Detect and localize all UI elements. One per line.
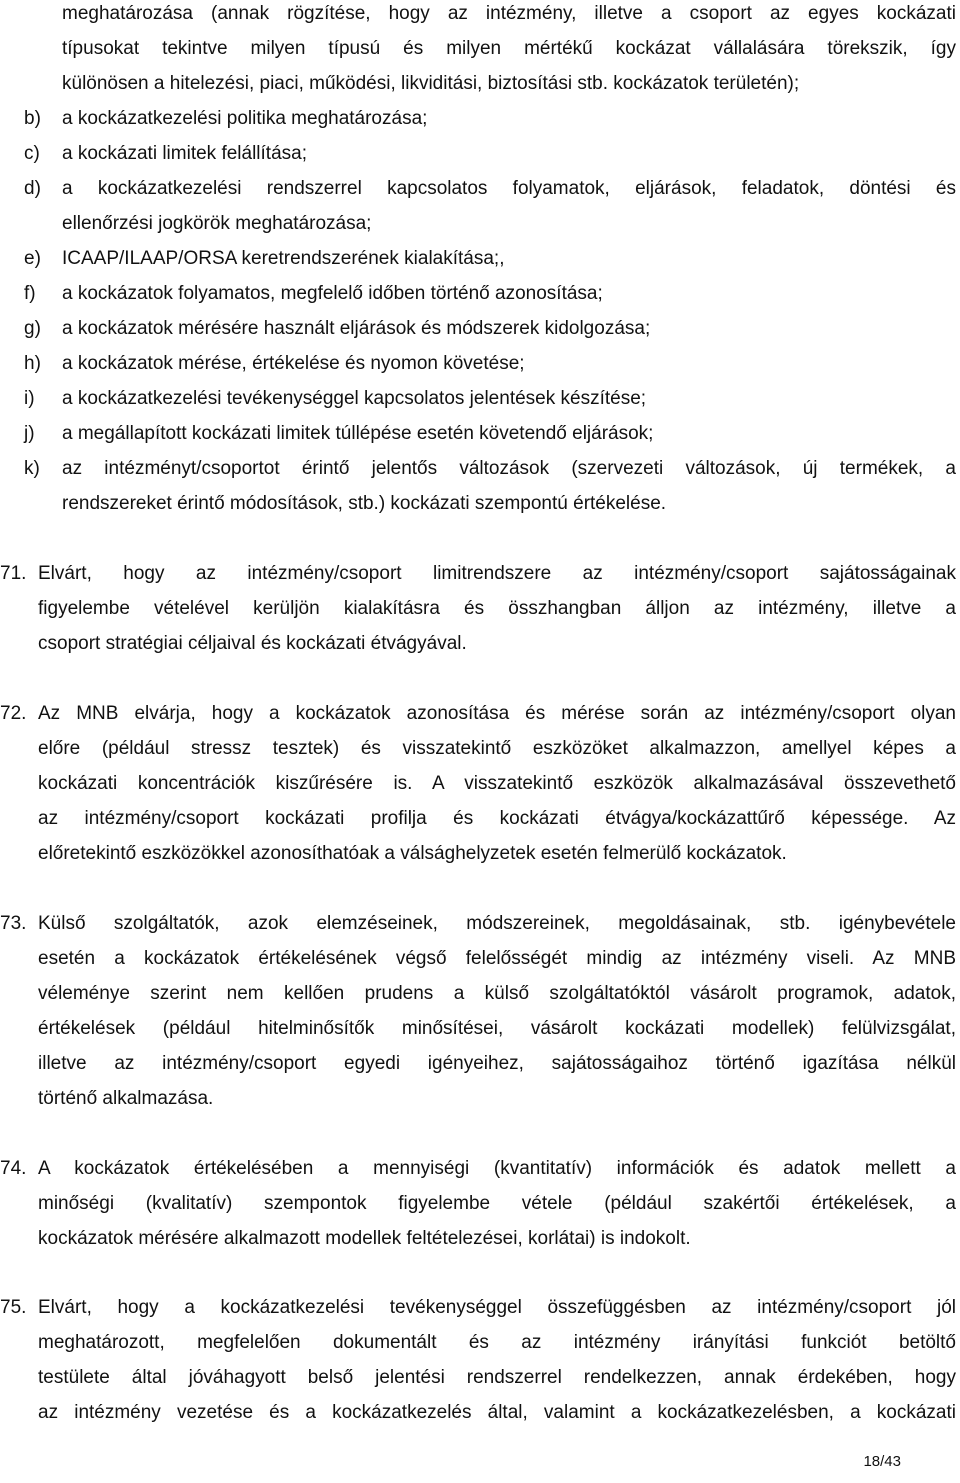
paragraph-line: kockázati koncentrációk kiszűrésére is. A visszatekintő eszközök alkalmazásával összevethető: [38, 773, 956, 794]
paragraph-number: 72.: [0, 703, 27, 724]
paragraph-line: testülete által jóváhagyott belső jelentési rendszerrel rendelkezzen, annak érdekében, hogy: [38, 1367, 956, 1388]
list-item-text: a kockázatok folyamatos, megfelelő időben történő azonosítása;: [62, 283, 603, 304]
paragraph-line: csoport stratégiai céljaival és kockázati étvágyával.: [38, 633, 467, 654]
list-marker: d): [24, 178, 41, 199]
paragraph-line: véleménye szerint nem kellően prudens a külső szolgáltatóktól vásárolt programok, adatok,: [38, 983, 956, 1004]
intro-line: meghatározása (annak rögzítése, hogy az intézmény, illetve a csoport az egyes kockázati: [62, 3, 956, 24]
paragraph-line: meghatározott, megfelelően dokumentált és az intézmény irányítási funkciót betöltő: [38, 1332, 956, 1353]
paragraph-line: előretekintő eszközökkel azonosíthatóak a válsághelyzetek esetén felmerülő kockázatok.: [38, 843, 787, 864]
list-marker: f): [24, 283, 36, 304]
list-item-text: a kockázatkezelési tevékenységgel kapcsolatos jelentések készítése;: [62, 388, 647, 409]
list-item-text: a kockázatok mérésére használt eljárások és módszerek kidolgozása;: [62, 318, 651, 339]
paragraph-number: 71.: [0, 563, 27, 584]
list-marker: g): [24, 318, 41, 339]
list-item-text: a megállapított kockázati limitek túllépése esetén követendő eljárások;: [62, 423, 654, 444]
paragraph-line: kockázatok mérésére alkalmazott modellek feltételezései, korlátai) is indokolt.: [38, 1228, 691, 1249]
list-item-text: a kockázatok mérése, értékelése és nyomon követése;: [62, 353, 525, 374]
list-item-text: rendszereket érintő módosítások, stb.) kockázati szempontú értékelése.: [62, 493, 667, 514]
list-item-text: ICAAP/ILAAP/ORSA keretrendszerének kialakítása;,: [62, 248, 505, 269]
list-item-text: a kockázati limitek felállítása;: [62, 143, 307, 164]
paragraph-line: A kockázatok értékelésében a mennyiségi (kvantitatív) információk és adatok mellett a: [38, 1158, 956, 1179]
paragraph-line: figyelembe vételével kerüljön kialakításra és összhangban álljon az intézmény, illetve a: [38, 598, 956, 619]
list-item-text: az intézményt/csoportot érintő jelentős változások (szervezeti változások, új termékek, a: [62, 458, 956, 479]
paragraph-number: 73.: [0, 913, 27, 934]
list-item-text: ellenőrzési jogkörök meghatározása;: [62, 213, 372, 234]
paragraph-line: illetve az intézmény/csoport egyedi igényeihez, sajátosságaihoz történő igazítása nélkül: [38, 1053, 956, 1074]
paragraph-line: Elvárt, hogy a kockázatkezelési tevékenységgel összefüggésben az intézmény/csoport jól: [38, 1297, 956, 1318]
intro-line: típusokat tekintve milyen típusú és milyen mértékű kockázat vállalására törekszik, így: [62, 38, 956, 59]
list-item-text: a kockázatkezelési politika meghatározása;: [62, 108, 428, 129]
list-marker: k): [24, 458, 40, 479]
paragraph-line: Elvárt, hogy az intézmény/csoport limitrendszere az intézmény/csoport sajátosságainak: [38, 563, 956, 584]
list-marker: b): [24, 108, 41, 129]
list-item-text: a kockázatkezelési rendszerrel kapcsolatos folyamatok, eljárások, feladatok, döntési és: [62, 178, 956, 199]
paragraph-line: történő alkalmazása.: [38, 1088, 214, 1109]
list-marker: c): [24, 143, 40, 164]
paragraph-line: Az MNB elvárja, hogy a kockázatok azonosítása és mérése során az intézmény/csoport olyan: [38, 703, 956, 724]
paragraph-line: az intézmény vezetése és a kockázatkezelés által, valamint a kockázatkezelésben, a kockázati: [38, 1402, 956, 1423]
list-marker: j): [24, 423, 35, 444]
paragraph-line: értékelések (például hitelminősítők minősítései, vásárolt kockázati modellek) felülvizsgálat,: [38, 1018, 956, 1039]
list-marker: i): [24, 388, 35, 409]
page-number: 18/43: [863, 1453, 901, 1470]
intro-line: különösen a hitelezési, piaci, működési, likviditási, biztosítási stb. kockázatok területén);: [62, 73, 800, 94]
paragraph-number: 75.: [0, 1297, 27, 1318]
list-marker: h): [24, 353, 41, 374]
paragraph-line: esetén a kockázatok értékelésének végső felelősségét mindig az intézmény viseli. Az MNB: [38, 948, 956, 969]
paragraph-line: az intézmény/csoport kockázati profilja és kockázati étvágya/kockázattűrő képessége. Az: [38, 808, 956, 829]
paragraph-number: 74.: [0, 1158, 27, 1179]
paragraph-line: minőségi (kvalitatív) szempontok figyelembe vétele (például szakértői értékelések, a: [38, 1193, 956, 1214]
paragraph-line: Külső szolgáltatók, azok elemzéseinek, módszereinek, megoldásainak, stb. igénybevétele: [38, 913, 956, 934]
list-marker: e): [24, 248, 41, 269]
paragraph-line: előre (például stressz tesztek) és visszatekintő eszközöket alkalmazzon, amellyel képes a: [38, 738, 956, 759]
